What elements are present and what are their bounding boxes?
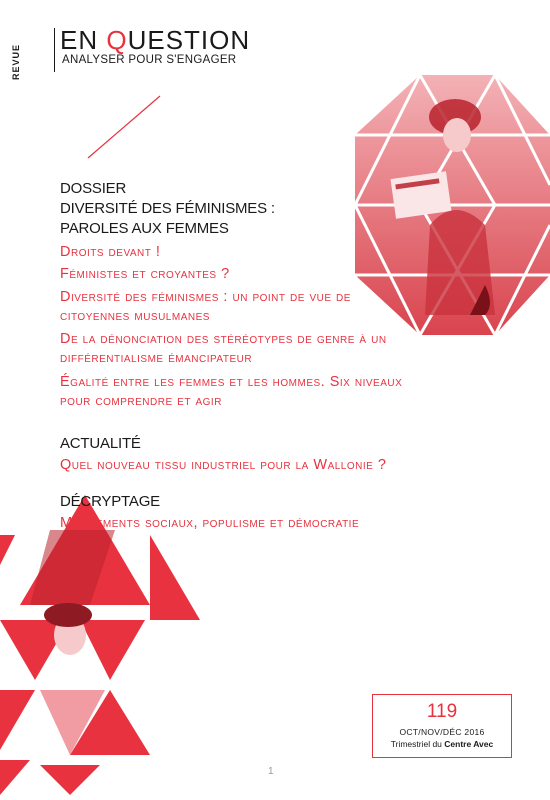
actualite-article: Quel nouveau tissu industriel pour la Wallonie ? bbox=[60, 457, 387, 473]
article-3-line2: citoyennes musulmanes bbox=[60, 308, 210, 324]
dossier-heading: DOSSIER bbox=[60, 180, 127, 197]
issue-periodicity bbox=[373, 739, 511, 749]
title-q: Q bbox=[106, 25, 128, 55]
revue-label: REVUE bbox=[11, 43, 21, 80]
photo-mosaic-top bbox=[345, 75, 550, 340]
article-2: Féministes et croyantes ? bbox=[60, 266, 230, 282]
publisher-name: Centre Avec bbox=[444, 739, 494, 749]
title-prefix: EN bbox=[60, 25, 107, 55]
periodicity-prefix: Trimestriel du bbox=[390, 739, 445, 749]
article-1: Droits devant ! bbox=[60, 244, 161, 260]
issue-date: OCT/NOV/DÉC 2016 bbox=[399, 727, 485, 737]
actualite-heading: ACTUALITÉ bbox=[60, 435, 141, 452]
masthead-divider bbox=[54, 28, 55, 72]
decryptage-heading: DÉCRYPTAGE bbox=[60, 493, 160, 510]
article-3-line1: Diversité des féminismes : un point de vue de bbox=[60, 289, 351, 305]
magazine-subtitle: ANALYSER POUR S'ENGAGER bbox=[62, 54, 237, 66]
article-5-line2: pour comprendre et agir bbox=[60, 393, 222, 409]
page-number: 1 bbox=[268, 766, 274, 777]
issue-number: 119 bbox=[426, 701, 458, 722]
issue-box bbox=[372, 694, 512, 758]
article-5-line1: Égalité entre les femmes et les hommes. Six niveaux bbox=[60, 374, 403, 390]
dossier-title-line2: PAROLES AUX FEMMES bbox=[60, 220, 229, 237]
title-suffix: UESTION bbox=[127, 25, 251, 55]
magazine-title bbox=[60, 26, 250, 54]
article-4-line1: De la dénonciation des stéréotypes de genre à un bbox=[60, 331, 387, 347]
article-4-line2: différentialisme émancipateur bbox=[60, 350, 253, 366]
dossier-title-line1: DIVERSITÉ DES FÉMINISMES : bbox=[60, 200, 275, 217]
decryptage-article: Mouvements sociaux, populisme et démocratie bbox=[60, 515, 360, 531]
